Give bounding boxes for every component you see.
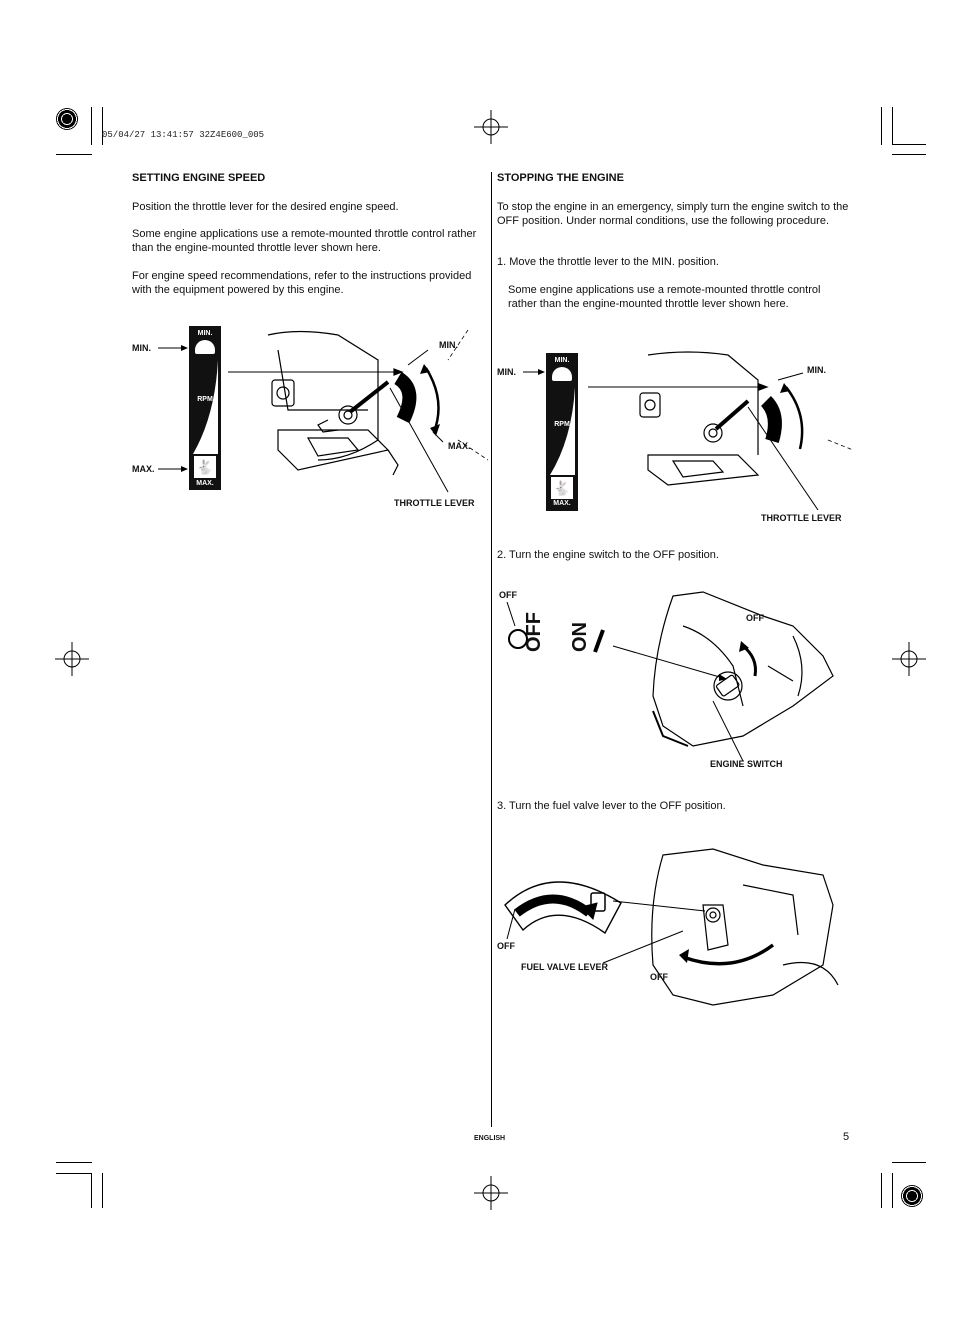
max-label-right: MAX. — [448, 441, 471, 451]
registration-mark-top-left — [56, 108, 78, 130]
page-number: 5 — [843, 1131, 850, 1143]
switch-engine-drawing — [593, 586, 853, 776]
gauge-max-label: MAX. — [196, 480, 214, 487]
crop-mark — [102, 1173, 103, 1208]
crop-mark — [56, 154, 92, 155]
crop-mark — [56, 1162, 92, 1163]
crosshair-mark-left — [55, 642, 89, 676]
right-heading: STOPPING THE ENGINE — [497, 172, 624, 184]
label-arrow — [493, 345, 553, 385]
off-glyph: OFF — [523, 612, 545, 652]
step-2: 2. Turn the engine switch to the OFF position. — [497, 549, 719, 561]
step-1-note: Some engine applications use a remote-mounted throttle control rather than the engine-mounted throttle lever shown here. — [508, 284, 821, 310]
gauge-min-label: MIN. — [197, 330, 213, 337]
crop-mark — [56, 1173, 92, 1174]
fuel-valve-lever-label: FUEL VALVE LEVER — [521, 962, 609, 972]
gauge-rpm-label: RPM — [554, 421, 570, 428]
rabbit-icon: 🐇 — [194, 456, 216, 478]
off-pointer — [493, 895, 523, 945]
engine-switch-figure — [493, 586, 853, 776]
left-paragraph-2: Some engine applications use a remote-mounted throttle control rather than the engine-mounted throttle lever shown here. — [132, 228, 477, 254]
crop-mark — [892, 154, 926, 155]
crop-mark — [91, 107, 92, 145]
min-label-right: MIN. — [807, 365, 826, 375]
left-heading: SETTING ENGINE SPEED — [132, 172, 266, 184]
crop-mark — [892, 107, 893, 145]
left-paragraph-3: For engine speed recommendations, refer to the instructions provided with the equipment powered by this engine. — [132, 270, 472, 296]
engine-switch-label: ENGINE SWITCH — [710, 759, 783, 769]
crosshair-mark-bottom — [474, 1176, 508, 1210]
max-label-left: MAX. — [132, 464, 155, 474]
right-intro: To stop the engine in an emergency, simply turn the engine switch to the OFF position. Under normal conditions, use the following procedure. — [497, 201, 849, 227]
throttle-figure — [128, 320, 488, 510]
throttle-lever-label: THROTTLE LEVER — [761, 513, 842, 523]
rpm-gauge — [546, 353, 578, 511]
fuel-engine-drawing — [623, 845, 853, 1010]
crosshair-mark-top — [474, 110, 508, 144]
crop-mark — [892, 144, 926, 145]
off-label-left: OFF — [497, 941, 515, 951]
throttle-min-figure — [493, 345, 853, 530]
crop-mark — [892, 1162, 926, 1163]
crop-mark — [892, 1173, 893, 1208]
crop-mark — [881, 1173, 882, 1208]
fuel-valve-figure — [493, 845, 853, 1010]
gauge-max-label: MAX. — [553, 500, 571, 507]
rabbit-icon: 🐇 — [551, 477, 573, 499]
footer-language: ENGLISH — [474, 1135, 506, 1142]
left-paragraph-1: Position the throttle lever for the desired engine speed. — [132, 201, 399, 213]
on-glyph: ON — [569, 622, 591, 652]
crop-mark — [881, 107, 882, 145]
gauge-rpm-label: RPM — [197, 396, 213, 403]
off-label-top: OFF — [499, 590, 517, 600]
rpm-gauge — [189, 326, 221, 490]
min-label-left: MIN. — [132, 343, 151, 353]
crop-mark — [91, 1173, 92, 1208]
crosshair-mark-right — [892, 642, 926, 676]
throttle-lever-label: THROTTLE LEVER — [394, 498, 475, 508]
print-mark: 05/04/27 13:41:57 32Z4E600_005 — [102, 130, 265, 140]
gauge-min-label: MIN. — [554, 357, 570, 364]
column-divider — [491, 172, 492, 1127]
step-3: 3. Turn the fuel valve lever to the OFF position. — [497, 800, 726, 812]
min-label-right: MIN. — [439, 340, 458, 350]
registration-mark-bottom-right — [901, 1185, 923, 1207]
off-label-switch: OFF — [746, 613, 764, 623]
min-label-left: MIN. — [497, 367, 516, 377]
step-1: 1. Move the throttle lever to the MIN. position. — [497, 256, 719, 268]
off-label-lower: OFF — [650, 972, 668, 982]
